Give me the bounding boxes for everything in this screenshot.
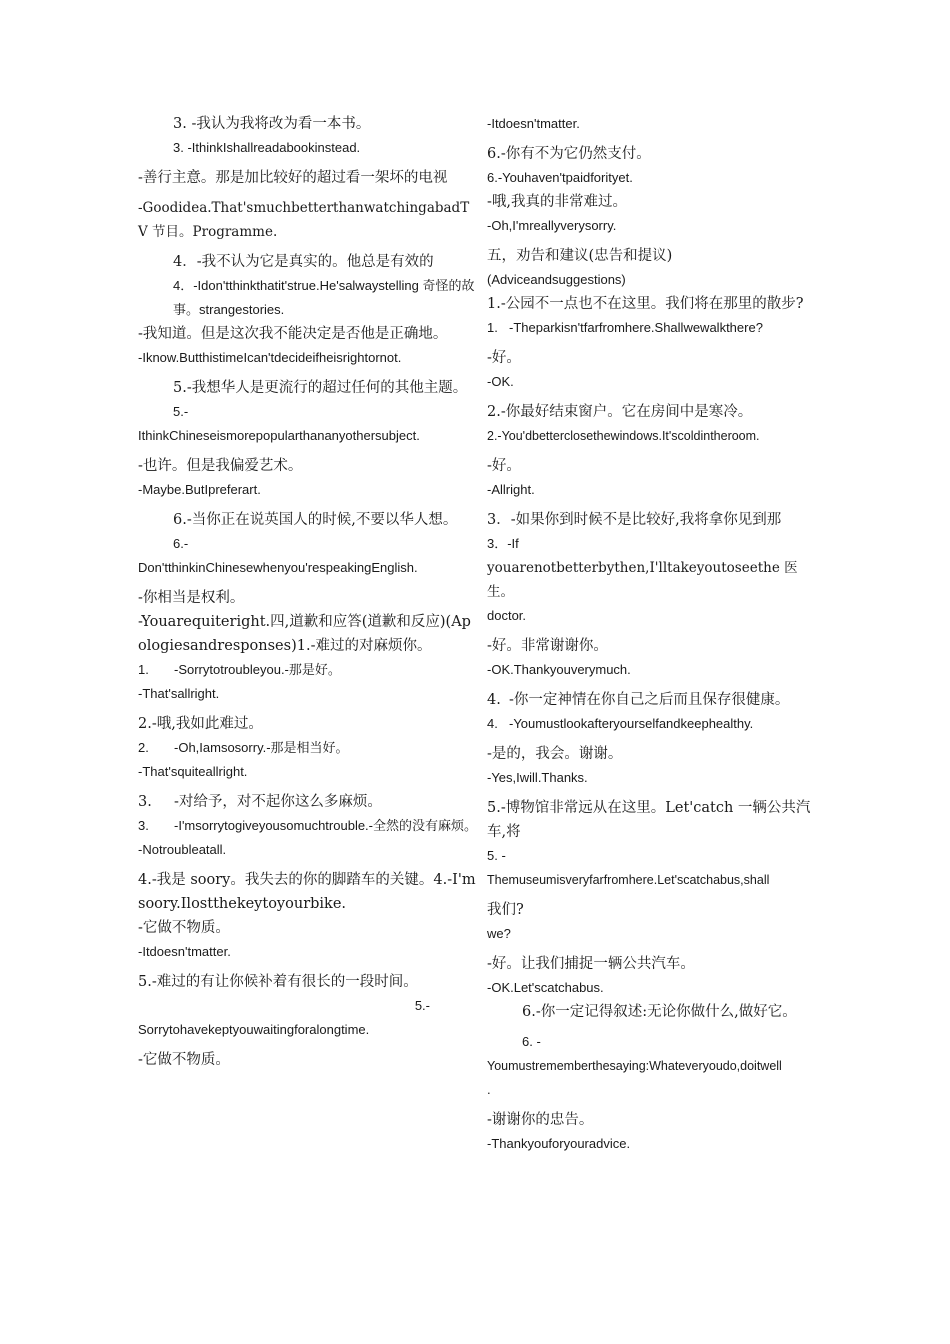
- text-line: 3. -IthinkIshallreadabookinstead.: [173, 140, 361, 155]
- text-line: 4.-我是 soory。我失去的你的脚踏车的关键。4.-I'msoory.Ilostthekeytoyourbike.: [138, 872, 476, 912]
- left-column: [138, 112, 478, 1072]
- text-line: -That'sallright.: [138, 686, 220, 701]
- text-line: 4．-Idon'tthinkthatit'strue.He'salwaystelling 奇怪的故事。strangestories.: [173, 278, 475, 317]
- text-line: -Allright.: [487, 482, 535, 497]
- text-line: -好。非常谢谢你。: [487, 638, 608, 654]
- text-line: 3．-If: [487, 536, 519, 551]
- section-heading-advice: 五，劝告和建议(忠告和提议): [487, 248, 673, 264]
- text-line: Sorrytohavekeptyouwaitingforalongtime.: [138, 1022, 370, 1037]
- text-line: -Notroubleatall.: [138, 842, 227, 857]
- text-line: 6.-你有不为它仍然支付。: [487, 146, 651, 162]
- text-line: 6.-: [173, 536, 189, 551]
- text-line: -Goodidea.That'smuchbetterthanwatchingabadTV 节目。Programme.: [138, 200, 470, 240]
- numbered-line: [138, 790, 478, 814]
- text-line: 6.-Youhaven'tpaidforityet.: [487, 170, 633, 185]
- text-line: 6.-你一定记得叙述:无论你做什么,做好它。: [522, 1004, 797, 1020]
- section-heading-apologies: -Youarequiteright.四,道歉和应答(道歉和反应)(Apologiesandresponses)1.-难过的对麻烦你。: [138, 614, 471, 654]
- numbered-line: [487, 688, 819, 712]
- numbered-line: [138, 814, 478, 838]
- text-line: -Yes,Iwill.Thanks.: [487, 770, 588, 785]
- numbered-line: [138, 658, 478, 682]
- text-line: -Itdoesn'tmatter.: [487, 116, 580, 131]
- line-number: 2.: [138, 740, 149, 755]
- text-line: 1.-公园不一点也不在这里。我们将在那里的散步?: [487, 296, 804, 312]
- line-number: 1.: [138, 662, 149, 677]
- text-line: -我知道。但是这次我不能决定是否他是正确地。: [138, 326, 448, 342]
- text-line: -好。让我们捕捉一辆公共汽车。: [487, 956, 695, 972]
- text-line: 5.-: [414, 998, 430, 1013]
- text-line: 3．-如果你到时候不是比较好,我将拿你见到那: [487, 512, 782, 528]
- text-line: 6.-当你正在说英国人的时候,不要以华人想。: [173, 512, 458, 528]
- text-line: -Itdoesn'tmatter.: [138, 944, 231, 959]
- text-line: 2.-You'dbetterclosethewindows.It'scoldintheroom.: [487, 429, 760, 443]
- text-line: Don'tthinkinChinesewhenyou'respeakingEnglish.: [138, 560, 418, 575]
- text-line: 2.-哦,我如此难过。: [138, 716, 263, 732]
- text-line: 4．-我不认为它是真实的。他总是有效的: [173, 254, 434, 270]
- text-line: -善行主意。那是加比较好的超过看一架坏的电视: [138, 170, 448, 186]
- line-text: -Sorrytotroubleyou.-那是好。: [174, 662, 341, 677]
- text-line: -好。: [487, 350, 521, 366]
- text-line: -是的，我会。谢谢。: [487, 746, 623, 762]
- text-line: -OK.Let'scatchabus.: [487, 980, 604, 995]
- text-line: -OK.: [487, 374, 514, 389]
- text-line: IthinkChineseismorepopularthananyothersubject.: [138, 428, 420, 443]
- text-line: 3. -我认为我将改为看一本书。: [173, 116, 371, 132]
- right-column: [487, 112, 819, 1156]
- text-line: 5. -: [487, 848, 506, 863]
- line-text: -Theparkisn'tfarfromhere.Shallwewalkthere?: [509, 320, 763, 335]
- line-number: 4.: [487, 692, 501, 708]
- text-line: Themuseumisveryfarfromhere.Let'scatchabus,shall: [487, 873, 770, 887]
- text-line: doctor.: [487, 608, 527, 623]
- text-line: -Maybe.ButIpreferart.: [138, 482, 261, 497]
- text-line: -谢谢你的忠告。: [487, 1112, 594, 1128]
- numbered-line: [487, 712, 819, 736]
- section-heading-advice-en: (Adviceandsuggestions): [487, 272, 626, 287]
- line-text: -对给予，对不起你这么多麻烦。: [174, 794, 382, 810]
- text-line: 5.-我想华人是更流行的超过任何的其他主题。: [173, 380, 468, 396]
- line-text: -你一定神情在你自己之后而且保存很健康。: [509, 692, 790, 708]
- line-number: 1.: [487, 320, 498, 335]
- text-line: -你相当是权利。: [138, 590, 245, 606]
- text-line: -Iknow.ButthistimeIcan'tdecideifheisrightornot.: [138, 350, 402, 365]
- text-line: 6. -: [522, 1034, 541, 1049]
- line-text: -I'msorrytogiveyousomuchtrouble.-全然的没有麻烦。: [174, 818, 477, 833]
- numbered-line: [138, 736, 478, 760]
- line-number: 3.: [138, 818, 149, 833]
- text-line: -Oh,I'mreallyverysorry.: [487, 218, 617, 233]
- text-line: -也许。但是我偏爱艺术。: [138, 458, 303, 474]
- line-number: 3.: [138, 794, 152, 810]
- text-line: -好。: [487, 458, 521, 474]
- text-line: -Thankyouforyouradvice.: [487, 1136, 631, 1151]
- numbered-line: [487, 316, 819, 340]
- line-text: -Oh,Iamsosorry.-那是相当好。: [174, 740, 349, 755]
- line-number: 4.: [487, 716, 498, 731]
- text-line: -OK.Thankyouverymuch.: [487, 662, 631, 677]
- text-line: youarenotbetterbythen,I'lltakeyoutoseethe 医生。: [487, 560, 798, 600]
- text-line: -哦,我真的非常难过。: [487, 194, 628, 210]
- text-line: 5.-难过的有让你候补着有很长的一段时间。: [138, 974, 418, 990]
- text-line: 2.-你最好结束窗户。它在房间中是寒冷。: [487, 404, 753, 420]
- text-line: .: [487, 1082, 491, 1097]
- text-line: -它做不物质。: [138, 1052, 230, 1068]
- text-line: -That'squiteallright.: [138, 764, 248, 779]
- text-line: 我们?: [487, 902, 524, 918]
- line-text: -Youmustlookafteryourselfandkeephealthy.: [509, 716, 754, 731]
- text-line: -它做不物质。: [138, 920, 230, 936]
- text-line: 5.-博物馆非常远从在这里。Let'catch 一辆公共汽车,将: [487, 800, 811, 840]
- text-line: Youmustrememberthesaying:Whateveryoudo,doitwell: [487, 1059, 782, 1073]
- text-line: 5.-: [173, 404, 189, 419]
- text-line: we?: [487, 926, 511, 941]
